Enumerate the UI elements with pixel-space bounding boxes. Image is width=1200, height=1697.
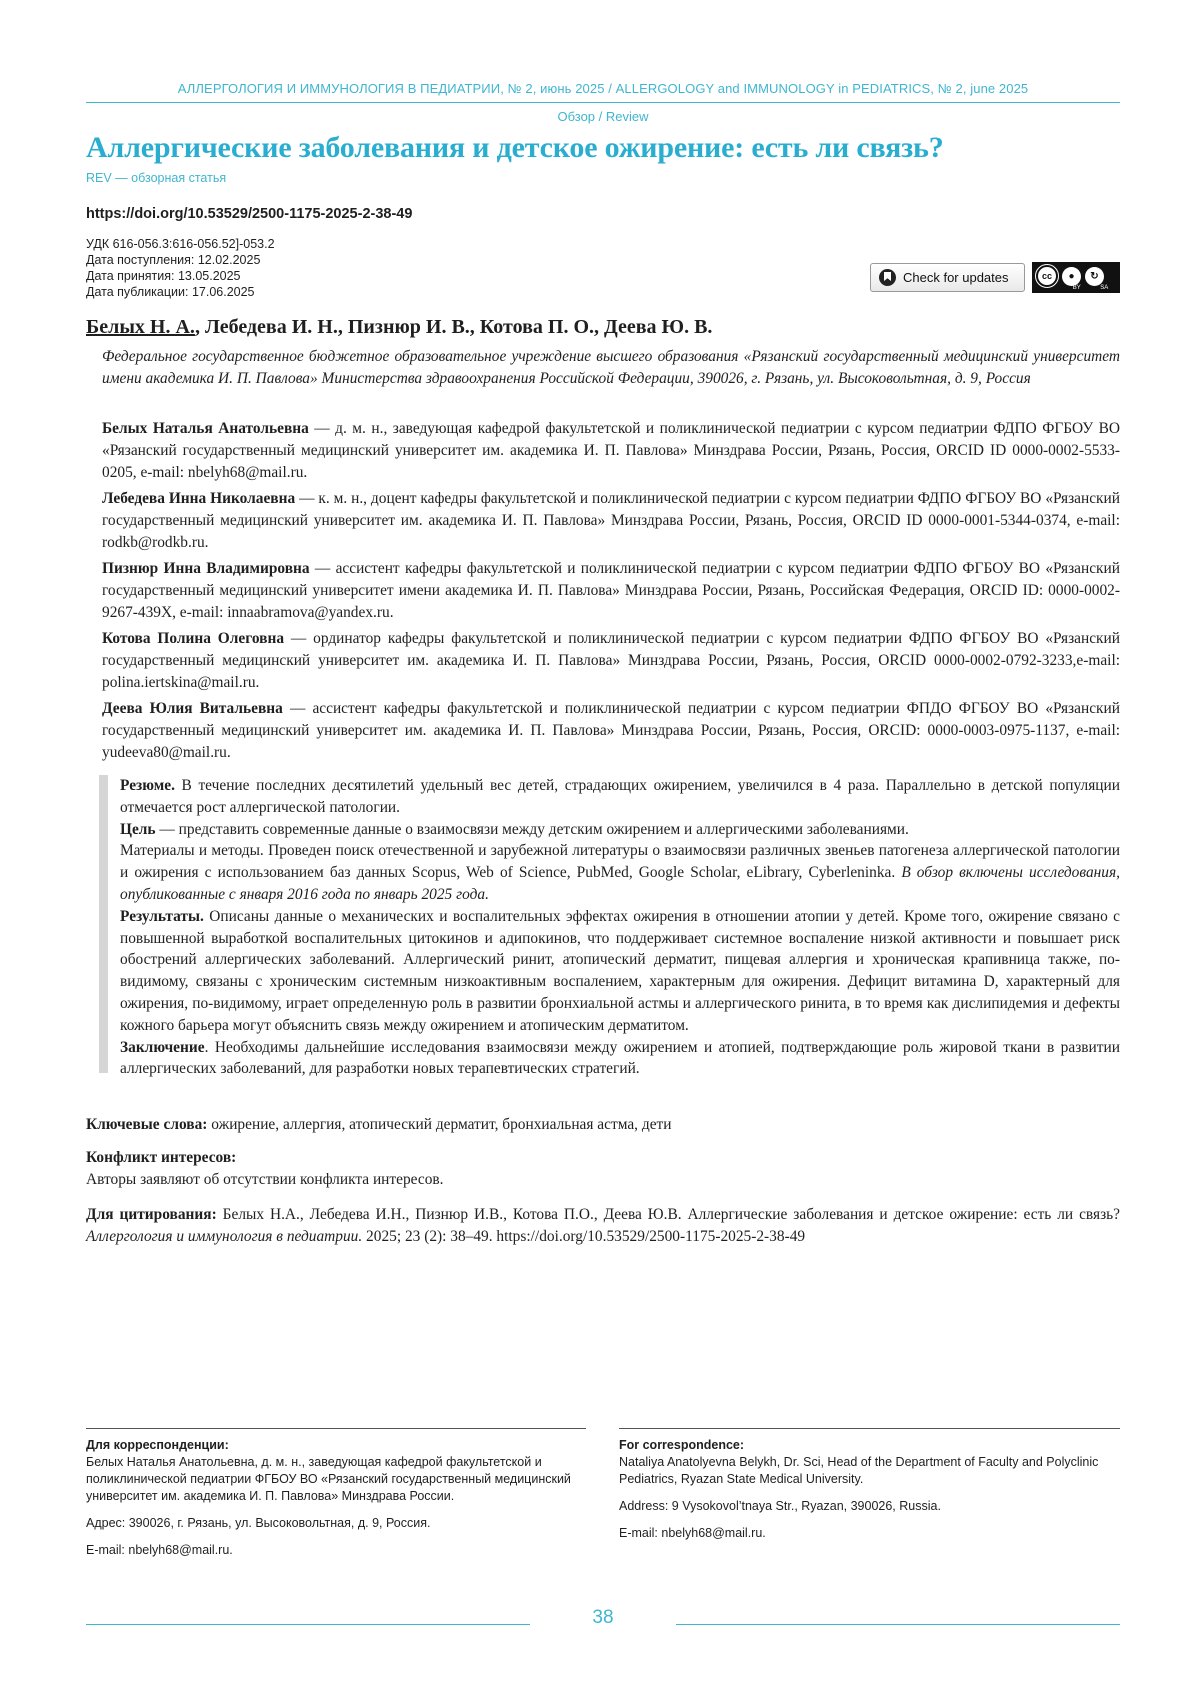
abstract-conclusion bbox=[120, 1037, 1120, 1081]
author-detail bbox=[102, 628, 1120, 694]
running-header: АЛЛЕРГОЛОГИЯ И ИММУНОЛОГИЯ В ПЕДИАТРИИ, № 2, июнь 2025 / ALLERGOLOGY and IMMUNOLOGY in PEDIATRICS, № 2, june 2025 bbox=[177, 81, 1029, 96]
abstract-results bbox=[120, 906, 1120, 1037]
abstract-aim bbox=[120, 819, 1120, 841]
results-label: Результаты. bbox=[120, 907, 204, 925]
abstract bbox=[120, 775, 1120, 1080]
author-detail-name: Деева Юлия Витальевна bbox=[102, 700, 283, 717]
footer-rule-left bbox=[86, 1624, 530, 1625]
cc-license-badge[interactable] bbox=[1032, 262, 1120, 293]
citation bbox=[86, 1204, 1120, 1248]
share-alike-icon: ↻ bbox=[1085, 267, 1104, 286]
author-detail-name: Котова Полина Олеговна bbox=[102, 630, 285, 647]
article-meta bbox=[86, 236, 275, 300]
correspondence-en bbox=[619, 1437, 1120, 1552]
co-authors: , Лебедева И. Н., Пизнюр И. В., Котова П. О., Деева Ю. В. bbox=[194, 316, 713, 338]
conflict-text: Авторы заявляют об отсутствии конфликта интересов. bbox=[86, 1171, 444, 1188]
author-detail bbox=[102, 488, 1120, 554]
page-number: 38 bbox=[592, 1607, 614, 1628]
bookmark-icon bbox=[879, 269, 896, 286]
doi-link[interactable]: https://doi.org/10.53529/2500-1175-2025-2-38-49 bbox=[86, 206, 413, 222]
udk: УДК 616-056.3:616-056.52]-053.2 bbox=[86, 237, 275, 251]
author-detail-name: Пизнюр Инна Владимировна bbox=[102, 560, 310, 577]
author-detail bbox=[102, 698, 1120, 764]
section-label: Обзор / Review bbox=[557, 109, 649, 124]
header-rule bbox=[86, 102, 1120, 103]
citation-label: Для цитирования: bbox=[86, 1206, 217, 1223]
resume-text: В течение последних десятилетий удельный вес детей, страдающих ожирением, увеличился в 4 раза. Параллельно в детской популяции отмечается рост аллергической патологии. bbox=[120, 777, 1120, 816]
check-for-updates-button[interactable] bbox=[870, 263, 1025, 292]
attribution-icon: ● bbox=[1062, 267, 1081, 286]
citation-text: Белых Н.А., Лебедева И.Н., Пизнюр И.В., Котова П.О., Деева Ю.В. Аллергические заболевания и детское ожирение: есть ли связь? bbox=[216, 1206, 1120, 1223]
cc-icon: cc bbox=[1036, 265, 1058, 287]
author-list bbox=[86, 316, 712, 339]
correspondence-en-label: For correspondence: bbox=[619, 1438, 745, 1452]
author-detail-name: Лебедева Инна Николаевна bbox=[102, 490, 296, 507]
correspondence-en-person: Nataliya Anatolyevna Belykh, Dr. Sci, Head of the Department of Faculty and Polyclinic Pediatrics, Ryazan State Medical University. bbox=[619, 1455, 1099, 1486]
abstract-side-bar bbox=[99, 775, 108, 1073]
keywords-text: ожирение, аллергия, атопический дерматит, бронхиальная астма, дети bbox=[207, 1116, 672, 1133]
aim-text: — представить современные данные о взаимосвязи между детским ожирением и аллергическими заболеваниями. bbox=[155, 820, 909, 838]
check-for-updates-label: Check for updates bbox=[903, 270, 1009, 285]
footnote-rule-right bbox=[619, 1428, 1120, 1429]
conclusion-text: . Необходимы дальнейшие исследования взаимосвязи между ожирением и атопией, подтверждающие роль жировой ткани в развитии аллергических заболеваний, для разработки новых терапевтических стратегий. bbox=[120, 1038, 1120, 1078]
correspondence-en-email[interactable]: E-mail: nbelyh68@mail.ru. bbox=[619, 1526, 766, 1540]
correspondence-ru-email[interactable]: E-mail: nbelyh68@mail.ru. bbox=[86, 1543, 233, 1557]
author-detail-text: — к. м. н., доцент кафедры факультетской и поликлинической педиатрии с курсом педиатрии ФДПО ФГБОУ ВО «Рязанский государственный медицинский университет им. академика И. П. Павлова» Минздрава России, Рязань, Россия, ORCID ID 0000-0001-5344-0374, e-mail: rodkb@rodkb.ru. bbox=[102, 490, 1120, 551]
methods-period: В обзор включены исследования, опубликованные с января 2016 года по январь 2025 года. bbox=[120, 864, 1120, 903]
author-detail-text: — ассистент кафедры факультетской и поликлинической педиатрии с курсом педиатрии ФДПО ФГБОУ ВО «Рязанский государственный медицинский университет имени академика И. П. Павлова» Минздрава России, Рязань, Российская Федерация, ORCID ID: 0000-0002-9267-439X, e-mail: innaabramova@yandex.ru. bbox=[102, 560, 1120, 621]
author-detail-text: — ординатор кафедры факультетской и поликлинической педиатрии с курсом педиатрии ФДПО ФГБОУ ВО «Рязанский государственный медицинский университет им. академика И. П. Павлова» Минздрава России, Рязань, Россия, ORCID 0000-0002-0792-3233,e-mail: polina.iertskina@mail.ru. bbox=[102, 630, 1121, 691]
date-published: Дата публикации: 17.06.2025 bbox=[86, 285, 255, 299]
footer-rule-right bbox=[676, 1624, 1120, 1625]
cc-sa-label: SA bbox=[1100, 285, 1109, 291]
author-detail-text: — д. м. н., заведующая кафедрой факультетской и поликлинической педиатрии с курсом педиатрии ФДПО ФГБОУ ВО «Рязанский государственный медицинский университет им. академика И. П. Павлова» Минздрава России, Рязань, Россия, ORCID ID 0000-0002-5533-0205, e-mail: nbelyh68@mail.ru. bbox=[102, 420, 1120, 481]
author-detail-text: — ассистент кафедры факультетской и поликлинической педиатрии с курсом педиатрии ФПДО ФГБОУ ВО «Рязанский государственный медицинский университет им. академика И. П. Павлова» Минздрава России, Рязань, Россия, ORCID: 0000-0003-0975-1137, e-mail: yudeeva80@mail.ru. bbox=[102, 700, 1120, 761]
author-detail bbox=[102, 558, 1120, 624]
affiliation: Федеральное государственное бюджетное образовательное учреждение высшего образования «Рязанский государственный медицинский университет имени академика И. П. Павлова» Министерства здравоохранения Российской Федерации, 390026, г. Рязань, ул. Высоковольтная, д. 9, Россия bbox=[102, 348, 1120, 387]
results-text: Описаны данные о механических и воспалительных эффектах ожирения в отношении атопии у детей. Кроме того, ожирение связано с повышенной выработкой воспалительных цитокинов и адипокинов, что поддерживает системное воспаление низкой активности и повышает риск обострений аллергических заболеваний. Аллергический ринит, атопический дерматит, пищевая аллергия и хроническая крапивница также, по-видимому, связаны с хроническим системным низкоактивным воспалением, характерным для ожирения. Дефицит витамина D, характерный для ожирения, по-видимому, играет определенную роль в развитии бронхиальной астмы и аллергического ринита, в то время как дислипидемия и дефекты кожного барьера могут объяснить связь между ожирением и атопическим дерматитом. bbox=[120, 907, 1120, 1034]
abstract-methods bbox=[120, 840, 1120, 905]
cc-by-label: BY bbox=[1072, 285, 1081, 291]
keywords-label: Ключевые слова: bbox=[86, 1116, 208, 1133]
conclusion-label: Заключение bbox=[120, 1038, 205, 1056]
resume-label: Резюме. bbox=[120, 777, 175, 794]
correspondence-ru-label: Для корреспонденции: bbox=[86, 1438, 229, 1452]
corresponding-author: Белых Н. А. bbox=[86, 316, 195, 338]
article-type: REV — обзорная статья bbox=[86, 171, 227, 185]
correspondence-ru bbox=[86, 1437, 586, 1569]
methods-text: Материалы и методы. Проведен поиск отечественной и зарубежной литературы о взаимосвязи различных звеньев патогенеза аллергической патологии и ожирения с использованием баз данных Scopus, Web of Science, PubMed, Google Scholar, eLibrary, Cyberleninka. bbox=[120, 842, 1120, 882]
aim-label: Цель bbox=[120, 820, 156, 838]
author-detail-name: Белых Наталья Анатольевна bbox=[102, 420, 309, 437]
footnote-rule-left bbox=[86, 1428, 586, 1429]
date-accepted: Дата принятия: 13.05.2025 bbox=[86, 269, 241, 283]
citation-tail: 2025; 23 (2): 38–49. https://doi.org/10.53529/2500-1175-2025-2-38-49 bbox=[362, 1228, 806, 1245]
correspondence-ru-address: Адрес: 390026, г. Рязань, ул. Высоковольтная, д. 9, Россия. bbox=[86, 1516, 431, 1530]
date-received: Дата поступления: 12.02.2025 bbox=[86, 253, 261, 267]
correspondence-en-address: Address: 9 Vysokovol’tnaya Str., Ryazan, 390026, Russia. bbox=[619, 1499, 941, 1513]
article-title: Аллергические заболевания и детское ожирение: есть ли связь? bbox=[86, 131, 944, 164]
conflict-label: Конфликт интересов: bbox=[86, 1149, 237, 1166]
abstract-resume bbox=[120, 775, 1120, 819]
correspondence-ru-person: Белых Наталья Анатольевна, д. м. н., заведующая кафедрой факультетской и поликлинической педиатрии ФГБОУ ВО «Рязанский государственный медицинский университет им. академика И. П. Павлова» Минздрава России. bbox=[86, 1455, 571, 1503]
citation-journal: Аллергология и иммунология в педиатрии. bbox=[86, 1228, 363, 1245]
keywords bbox=[86, 1114, 1120, 1136]
author-detail bbox=[102, 418, 1120, 484]
